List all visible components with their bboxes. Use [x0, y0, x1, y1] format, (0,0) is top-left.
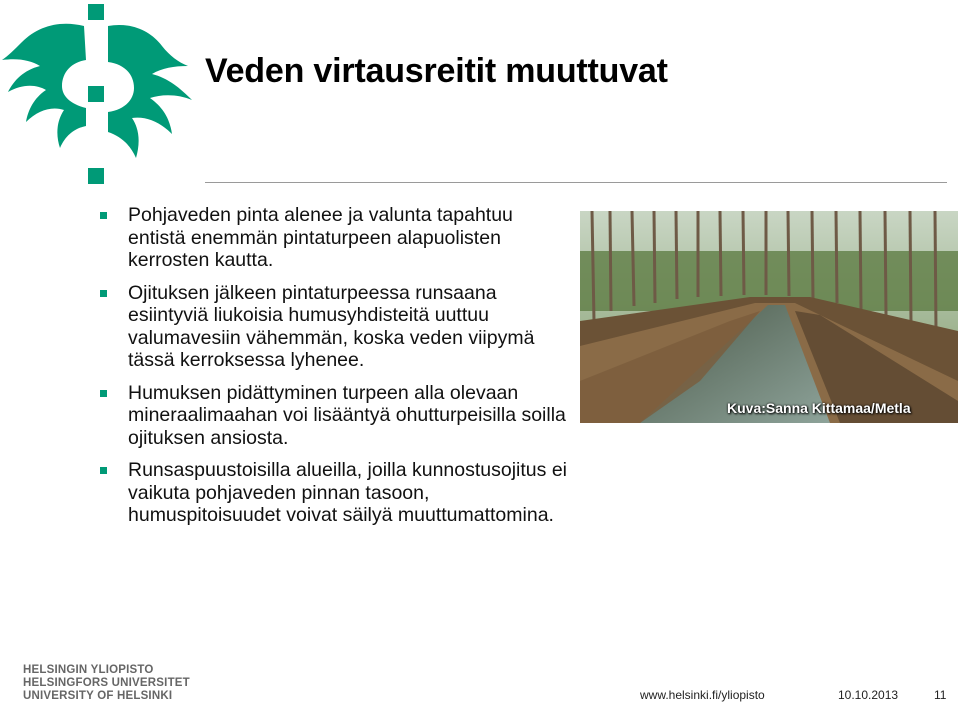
bullet-item	[98, 382, 568, 450]
university-name-line: UNIVERSITY OF HELSINKI	[23, 690, 173, 702]
square-bullet-icon	[100, 467, 107, 474]
university-name-line: HELSINGFORS UNIVERSITET	[23, 677, 190, 689]
square-bullet-icon	[100, 212, 107, 219]
university-name-line: HELSINGIN YLIOPISTO	[23, 664, 154, 676]
bullet-text: Pohjaveden pinta alenee ja valunta tapahtuu entistä enemmän pintaturpeen alapuolisten kerrosten kautta.	[128, 204, 513, 271]
square-bullet-icon	[100, 290, 107, 297]
bullet-list	[98, 204, 568, 537]
photo-caption: Kuva:Sanna Kittamaa/Metla	[727, 400, 911, 416]
bullet-item	[98, 459, 568, 527]
bullet-text: Humuksen pidättyminen turpeen alla olevaan mineraalimaahan voi lisääntyä ohutturpeisilla soilla ojituksen ansiosta.	[128, 381, 566, 449]
footer-website: www.helsinki.fi/yliopisto	[640, 688, 765, 702]
square-bullet-icon	[100, 390, 107, 397]
university-logo-icon	[0, 0, 200, 190]
bullet-item	[98, 282, 568, 372]
slide-title: Veden virtausreitit muuttuvat	[205, 52, 668, 90]
title-divider	[205, 182, 947, 183]
university-name-block	[23, 664, 190, 703]
footer-date: 10.10.2013	[838, 688, 899, 702]
page-number: 11	[934, 688, 947, 702]
forest-ditch-photo	[580, 211, 958, 423]
bullet-text: Ojituksen jälkeen pintaturpeessa runsaana esiintyviä liukoisia humusyhdisteitä uuttuu valumavesiin vähemmän, koska veden viipymä tässä kerroksessa lyhenee.	[128, 281, 535, 371]
bullet-item	[98, 204, 568, 272]
bullet-text: Runsaspuustoisilla alueilla, joilla kunnostusojitus ei vaikuta pohjaveden pinnan tasoon, humuspitoisuudet voivat säilyä muuttumattomina.	[128, 459, 567, 526]
